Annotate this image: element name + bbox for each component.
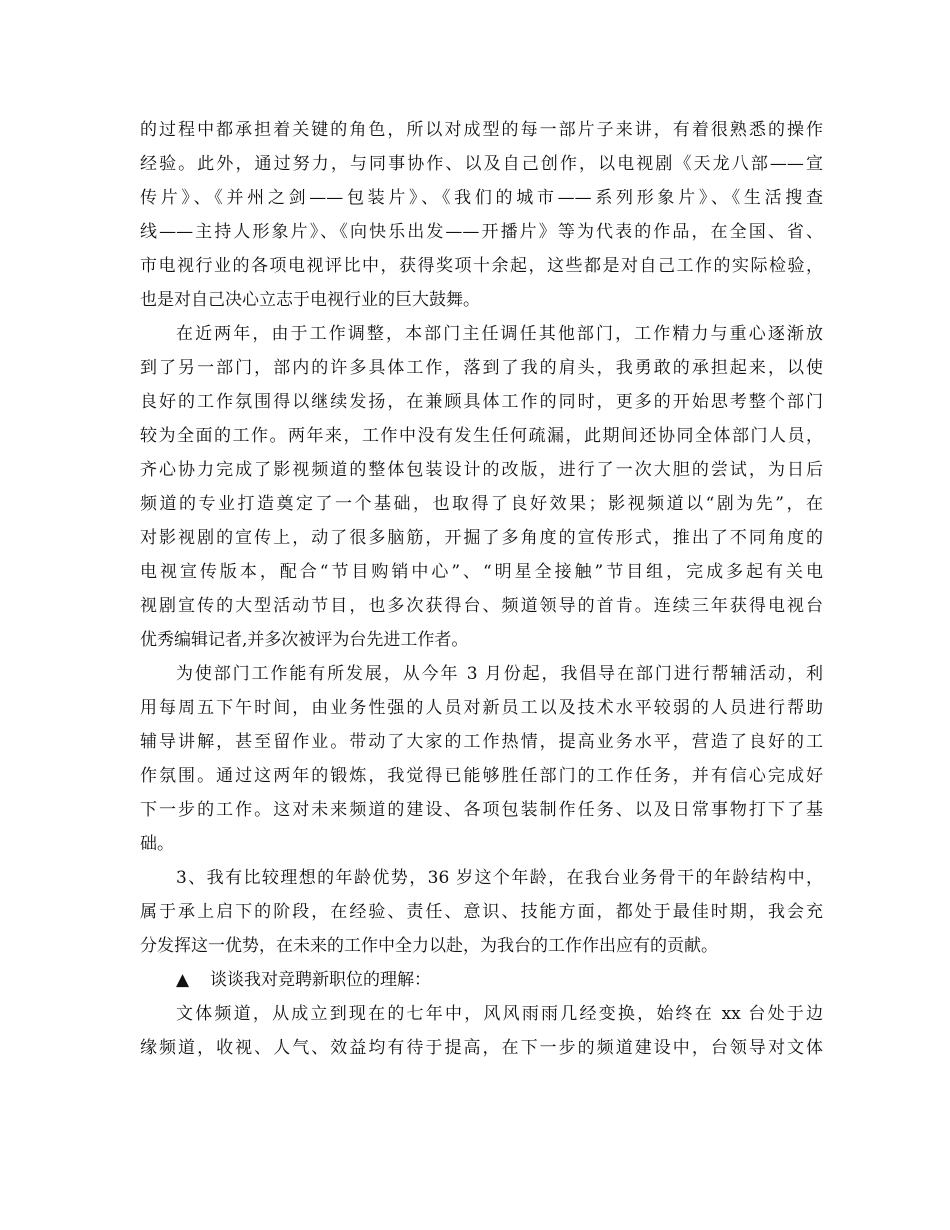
text-line: 为使部门工作能有所发展，从今年 3 月份起，我倡导在部门进行帮辅活动，利	[176, 664, 823, 684]
text-line: 作氛围。通过这两年的锻炼，我觉得已能够胜任部门的工作任务，并有信心完成好	[140, 766, 823, 786]
paragraph-2	[140, 317, 823, 657]
text-line: 经验。此外，通过努力，与同事协作、以及自己创作，以电视剧《天龙八部——宣	[140, 154, 823, 174]
text-line: 视剧宣传的大型活动节目，也多次获得台、频道领导的首肯。连续三年获得电视台	[140, 596, 823, 616]
text-line: 线——主持人形象片》、《向快乐出发——开播片》等为代表的作品，在全国、省、	[140, 222, 823, 242]
text-line: 频道的专业打造奠定了一个基础，也取得了良好效果；影视频道以“剧为先”，在	[140, 494, 823, 514]
text-line: 电视宣传版本，配合“节目购销中心”、“明星全接触”节目组，完成多起有关电	[140, 562, 823, 582]
text-line: 下一步的工作。这对未来频道的建设、各项包装制作任务、以及日常事物打下了基	[140, 800, 823, 820]
text-line: 辅导讲解，甚至留作业。带动了大家的工作热情，提高业务水平，营造了良好的工	[140, 732, 823, 752]
text-line: 到了另一部门，部内的许多具体工作，落到了我的肩头，我勇敢的承担起来，以使	[140, 358, 823, 378]
text-line: 在近两年，由于工作调整，本部门主任调任其他部门，工作精力与重心逐渐放	[176, 324, 823, 344]
paragraph-3	[140, 657, 823, 861]
text-line: 传片》、《并州之剑——包装片》、《我们的城市——系列形象片》、《生活搜查	[140, 188, 823, 208]
text-line: 文体频道，从成立到现在的七年中，风风雨雨几经变换，始终在 xx 台处于边	[176, 1004, 823, 1024]
text-line: 缘频道，收视、人气、效益均有待于提高，在下一步的频道建设中，台领导对文体	[140, 1038, 823, 1058]
text-line: 对影视剧的宣传上，动了很多脑筋，开掘了多角度的宣传形式，推出了不同角度的	[140, 528, 823, 548]
triangle-bullet-icon: ▲	[176, 970, 190, 990]
text-line: 用每周五下午时间，由业务性强的人员对新员工以及技术水平较弱的人员进行帮助	[140, 698, 823, 718]
text-line: 齐心协力完成了影视频道的整体包装设计的改版，进行了一次大胆的尝试，为日后	[140, 460, 823, 480]
text-line: 良好的工作氛围得以继续发扬，在兼顾具体工作的同时，更多的开始思考整个部门	[140, 392, 823, 412]
paragraph-4	[140, 861, 823, 963]
section-heading	[140, 963, 823, 997]
text-line: 3、我有比较理想的年龄优势，36 岁这个年龄，在我台业务骨干的年龄结构中，	[176, 868, 823, 888]
text-line: 属于承上启下的阶段，在经验、责任、意识、技能方面，都处于最佳时期，我会充	[140, 902, 823, 922]
text-line: 较为全面的工作。两年来，工作中没有发生任何疏漏，此期间还协同全体部门人员，	[140, 426, 823, 446]
text-line: 也是对自己决心立志于电视行业的巨大鼓舞。	[140, 290, 480, 310]
text-line: 的过程中都承担着关键的角色，所以对成型的每一部片子来讲，有着很熟悉的操作	[140, 120, 823, 140]
text-line: 础。	[140, 834, 174, 854]
text-line: 市电视行业的各项电视评比中，获得奖项十余起，这些都是对自己工作的实际检验，	[140, 256, 823, 276]
paragraph-1	[140, 113, 823, 317]
text-line: 分发挥这一优势，在未来的工作中全力以赴，为我台的工作作出应有的贡献。	[140, 936, 718, 956]
paragraph-5	[140, 997, 823, 1065]
document-body	[140, 113, 823, 1065]
text-line: 优秀编辑记者,并多次被评为台先进工作者。	[140, 630, 469, 650]
section-heading-text: 谈谈我对竞聘新职位的理解：	[210, 970, 431, 990]
